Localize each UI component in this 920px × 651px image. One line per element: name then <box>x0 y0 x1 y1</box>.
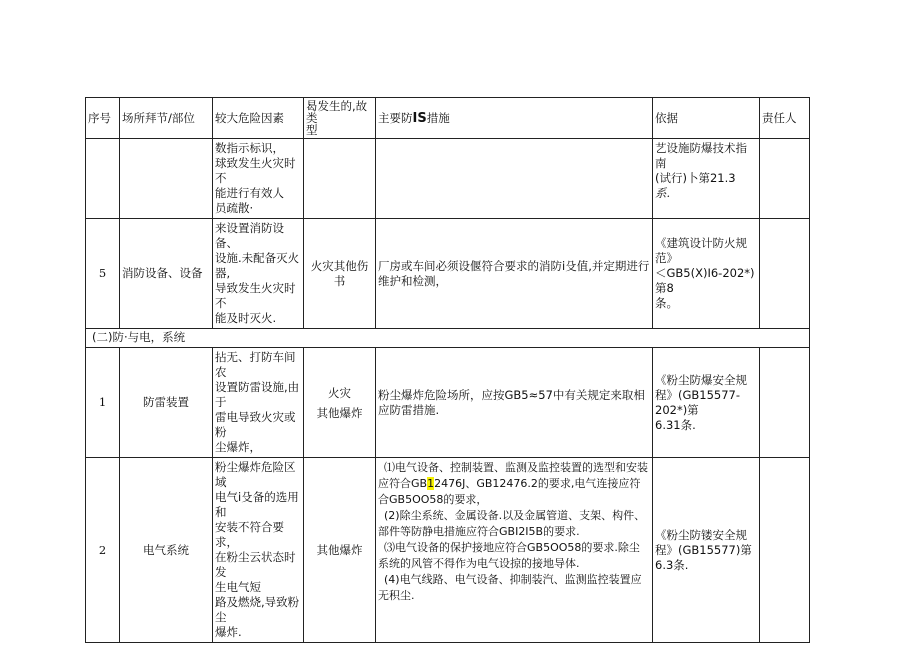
row2-type: 其他爆炸 <box>304 458 376 643</box>
table-row <box>86 458 810 643</box>
header-measures <box>376 98 653 139</box>
header-seq: 序号 <box>86 98 120 139</box>
header-accident-type-line2: 型 <box>306 123 318 137</box>
row5-no: 5 <box>86 219 120 329</box>
highlight-mark: 1 <box>427 477 435 490</box>
row1-type <box>304 348 376 458</box>
section-title: (二)防·与电，系统 <box>86 329 810 348</box>
header-risk: 较大危险因素 <box>213 98 304 139</box>
row5-risk: 来设置消防设备、 设施.未配备灭火器, 导致发生火灾时不 能及时灭火. <box>213 219 304 329</box>
row1-no: 1 <box>86 348 120 458</box>
row5-place: 消防设备、设备 <box>120 219 213 329</box>
row5-measure: 厂房或车间必须设偃符合要求的消防i殳值,并定期进行维护和检测， <box>376 219 653 329</box>
table-header-row <box>86 98 810 139</box>
row1-risk: 拈无、打防车间农 设置防雷设施,由于 雷电导致火灾或粉 尘爆炸， <box>213 348 304 458</box>
header-accident-type <box>304 98 376 139</box>
row2-measure-2: (2)除尘系统、金属设备.以及金属管道、支架、构件、部件等防静电措施应符合GBI2I5B的要求. <box>378 509 646 538</box>
row5-type: 火灾其他伤书 <box>304 219 376 329</box>
row2-measure-1: ⑴电气设备、控制装置、监测及监控装置的选型和安装应符合GB12476J、GB12476.2的要求,电气连接应符合GB5OO58的要求， <box>378 461 648 506</box>
header-place: 场所拜节/部位 <box>120 98 213 139</box>
row1-measure: 粉尘爆炸危险场所，应按GB5≈57中有关规定来取相应防雷措施. <box>376 348 653 458</box>
header-measures-b: IS <box>412 110 427 126</box>
hazard-table <box>85 97 810 643</box>
row-cont-basis-line1: 艺设施防爆技术指南 (试行)卜第21.3 <box>655 141 747 185</box>
row2-measure-3: ⑶电气设备的保护接地应符合GB5OO58的要求.除尘系统的风管不得作为电气设掠的接地导体. <box>378 541 640 570</box>
section-row <box>86 329 810 348</box>
table-row <box>86 139 810 219</box>
row2-place: 电气系统 <box>120 458 213 643</box>
row1-type-line2: 其他爆炸 <box>316 405 363 420</box>
row1-place: 防雷装置 <box>120 348 213 458</box>
row-cont-basis-line2: 系. <box>655 186 671 200</box>
row-cont-basis <box>653 139 760 219</box>
row2-basis: 《粉尘防镂安全规 程》(GB15577)第6.3条. <box>653 458 760 643</box>
header-responsible: 责任人 <box>760 98 810 139</box>
table-row <box>86 348 810 458</box>
header-accident-type-line1: 曷发生的,故类 <box>306 99 368 125</box>
row1-basis: 《粉尘防爆安全规 程》(GB15577-202*)第 6.31条. <box>653 348 760 458</box>
table-row <box>86 219 810 329</box>
header-measures-a: 主要防 <box>378 110 413 125</box>
row1-type-line1: 火灾 <box>328 385 351 400</box>
row2-measure-4: (4)电气线路、电气设备、抑制装汽、监测监控装置应无积尘. <box>378 573 642 602</box>
header-basis: 依据 <box>653 98 760 139</box>
header-measures-c: 措施 <box>426 110 450 125</box>
row-cont-risk: 数指示标识， 球致发生火灾时不 能进行有效人 员疏散· <box>213 139 304 219</box>
row2-measure <box>376 458 653 643</box>
row5-basis: 《建筑设计防火规范》 ＜GB5(X)I6-202*)第8 条。 <box>653 219 760 329</box>
row2-no: 2 <box>86 458 120 643</box>
row2-risk: 粉尘爆炸危险区域 电气i殳备的选用和 安装不符合要求， 在粉尘云状态时发 生电气短 路及燃烧,导致粉尘 爆炸. <box>213 458 304 643</box>
